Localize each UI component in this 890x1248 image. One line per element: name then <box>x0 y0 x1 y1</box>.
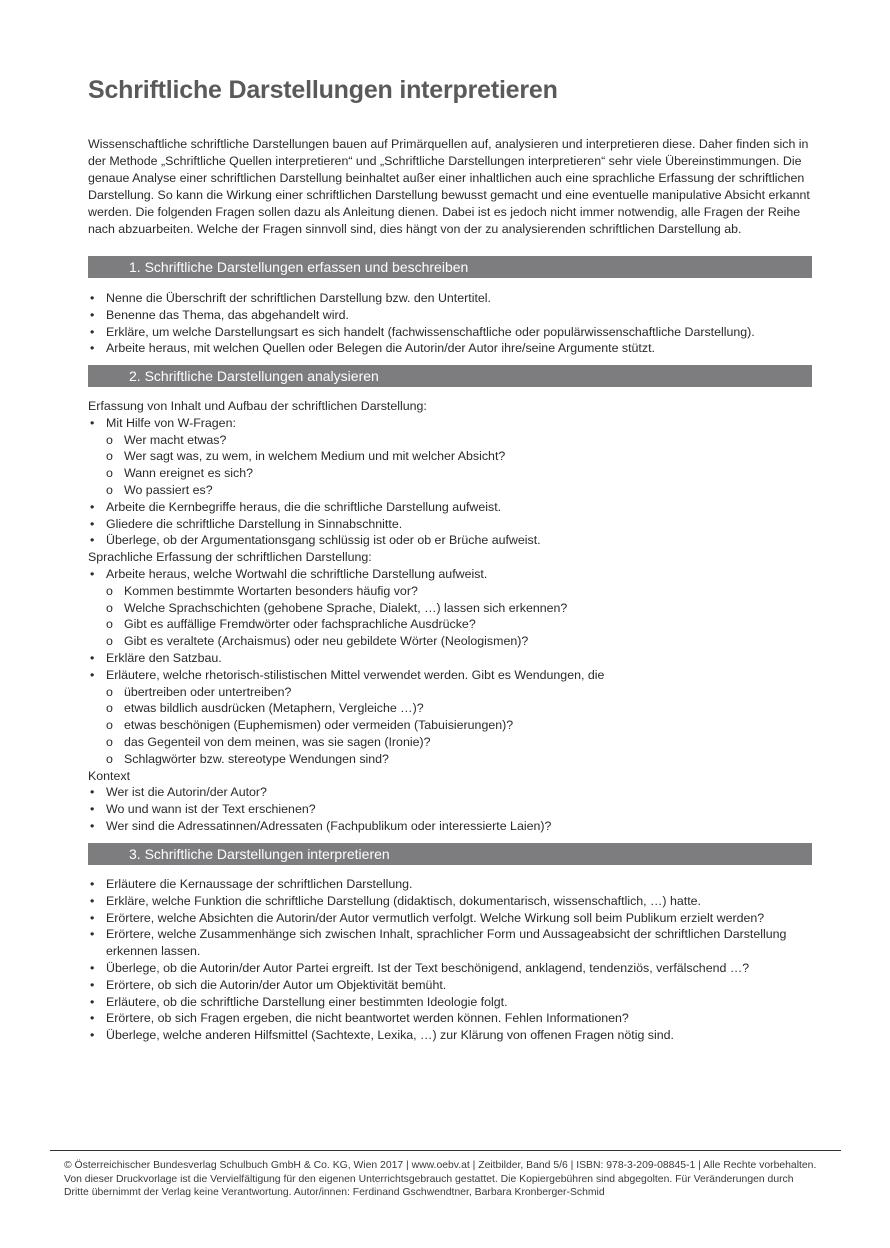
subheading: Erfassung von Inhalt und Aufbau der schriftlichen Darstellung: <box>88 399 427 413</box>
sub-list-item: o Wer sagt was, zu wem, in welchem Medium und mit welcher Absicht? <box>106 449 506 464</box>
list-item: • Überlege, ob der Argumentationsgang schlüssig ist oder ob er Brüche aufweist. <box>90 533 541 548</box>
section-2-list <box>88 398 816 835</box>
sub-list-item: o Schlagwörter bzw. stereotype Wendungen sind? <box>106 751 389 766</box>
section-1-heading: 1. Schriftliche Darstellungen erfassen und beschreiben <box>88 256 812 278</box>
footer-divider <box>50 1150 841 1151</box>
list-item: • Arbeite die Kernbegriffe heraus, die die schriftliche Darstellung aufweist. <box>90 499 502 514</box>
list-item: • Erläutere die Kernaussage der schriftlichen Darstellung. <box>90 877 413 891</box>
section-3-list <box>88 876 816 1044</box>
list-item: • Benenne das Thema, das abgehandelt wird. <box>90 307 349 322</box>
sub-list-item: o das Gegenteil von dem meinen, was sie sagen (Ironie)? <box>106 734 431 749</box>
section-1-list <box>88 290 816 357</box>
sub-list-item: o Gibt es veraltete (Archaismus) oder neu gebildete Wörter (Neologismen)? <box>106 634 529 649</box>
sub-list-item: o Kommen bestimmte Wortarten besonders häufig vor? <box>106 583 418 598</box>
section-3-heading: 3. Schriftliche Darstellungen interpretieren <box>88 843 812 865</box>
sub-list-item: o Wer macht etwas? <box>106 432 227 447</box>
list-item: • Wer ist die Autorin/der Autor? <box>90 785 267 800</box>
sub-list-item: o Wann ereignet es sich? <box>106 466 254 481</box>
sub-list-item: o übertreiben oder untertreiben? <box>106 684 292 699</box>
list-item: • Erläutere, ob die schriftliche Darstellung einer bestimmten Ideologie folgt. <box>90 994 508 1009</box>
section-2-heading: 2. Schriftliche Darstellungen analysieren <box>88 365 812 387</box>
footer <box>64 1159 844 1200</box>
subheading: Kontext <box>88 768 131 783</box>
list-item: • Überlege, ob die Autorin/der Autor Partei ergreift. Ist der Text beschönigend, anklagend, tendenziös, verfälschend …? <box>90 960 750 975</box>
list-item: • Mit Hilfe von W-Fragen: <box>90 415 236 430</box>
list-item: • Erkläre, um welche Darstellungsart es sich handelt (fachwissenschaftliche oder populärwissenschaftliche Darstellung). <box>90 324 755 339</box>
list-item: • Erkläre den Satzbau. <box>90 650 222 665</box>
list-item: • Erörtere, welche Zusammenhänge sich zwischen Inhalt, sprachlicher Form und Aussageabsicht der schriftlichen Darstellung erkennen lassen. <box>90 927 787 959</box>
sub-list-item: o etwas bildlich ausdrücken (Metaphern, Vergleiche …)? <box>106 701 424 716</box>
subheading: Sprachliche Erfassung der schriftlichen Darstellung: <box>88 550 372 565</box>
list-item: • Erörtere, ob sich die Autorin/der Autor um Objektivität bemüht. <box>90 977 447 992</box>
list-item: • Nenne die Überschrift der schriftlichen Darstellung bzw. den Untertitel. <box>90 291 491 305</box>
list-item: • Wo und wann ist der Text erschienen? <box>90 802 316 817</box>
sub-list-item: o Gibt es auffällige Fremdwörter oder fachsprachliche Ausdrücke? <box>106 617 476 632</box>
footer-authors: Dritte übernimmt der Verlag keine Verantwortung. Autor/innen: Ferdinand Gschwendtner, Barbara Kronberger-Schmid <box>64 1187 605 1199</box>
list-item: • Wer sind die Adressatinnen/Adressaten (Fachpublikum oder interessierte Laien)? <box>90 818 552 833</box>
sub-list-item: o Welche Sprachschichten (gehobene Sprache, Dialekt, …) lassen sich erkennen? <box>106 600 568 615</box>
list-item: • Arbeite heraus, mit welchen Quellen oder Belegen die Autorin/der Autor ihre/seine Argumente stützt. <box>90 341 655 356</box>
page-title: Schriftliche Darstellungen interpretieren <box>88 76 558 104</box>
sub-list-item: o Wo passiert es? <box>106 482 213 497</box>
list-item: • Erkläre, welche Funktion die schriftliche Darstellung (didaktisch, dokumentarisch, wissenschaftlich, …) hatte. <box>90 893 702 908</box>
footer-permission: Von dieser Druckvorlage ist die Vervielfältigung für den eigenen Unterrichtsgebrauch gestattet. Die Kopiergebühren sind abgegolten. Für Veränderungen durch <box>64 1173 794 1185</box>
sub-list-item: o etwas beschönigen (Euphemismen) oder vermeiden (Tabuisierungen)? <box>106 718 514 733</box>
list-item: • Erläutere, welche rhetorisch-stilistischen Mittel verwendet werden. Gibt es Wendungen, die <box>90 667 605 682</box>
footer-copyright: © Österreichischer Bundesverlag Schulbuch GmbH & Co. KG, Wien 2017 | www.oebv.at | Zeitbilder, Band 5/6 | ISBN: 978-3-209-08845-1 | Alle Rechte vorbehalten. <box>64 1160 817 1171</box>
list-item: • Erörtere, ob sich Fragen ergeben, die nicht beantwortet werden können. Fehlen Informationen? <box>90 1011 629 1026</box>
list-item: • Überlege, welche anderen Hilfsmittel (Sachtexte, Lexika, …) zur Klärung von offenen Fragen nötig sind. <box>90 1028 674 1043</box>
list-item: • Erörtere, welche Absichten die Autorin/der Autor vermutlich verfolgt. Welche Wirkung soll beim Publikum erzielt werden? <box>90 910 765 925</box>
intro-paragraph: Wissenschaftliche schriftliche Darstellungen bauen auf Primärquellen auf, analysieren und interpretieren diese. Daher finden sich in der Methode „Schriftliche Quellen interpretieren“ und „Schriftliche Darstellungen interpretieren“ sehr viele Übereinstimmungen. Die genaue Analyse einer schriftlichen Darstellung beinhaltet außer einer inhaltlichen auch eine sprachliche Erfassung der schriftlichen Darstellung. So kann die Wirkung einer schriftlichen Darstellung bewusst gemacht und eine eventuelle manipulative Absicht erkannt werden. Die folgenden Fragen sollen dazu als Anleitung dienen. Dabei ist es jedoch nicht immer notwendig, alle Fragen der Reihe nach abzuarbeiten. Welche der Fragen sinnvoll sind, dies hängt von der zu analysierenden schriftlichen Darstellung ab. <box>88 137 810 236</box>
list-item: • Arbeite heraus, welche Wortwahl die schriftliche Darstellung aufweist. <box>90 566 488 581</box>
list-item: • Gliedere die schriftliche Darstellung in Sinnabschnitte. <box>90 516 403 531</box>
